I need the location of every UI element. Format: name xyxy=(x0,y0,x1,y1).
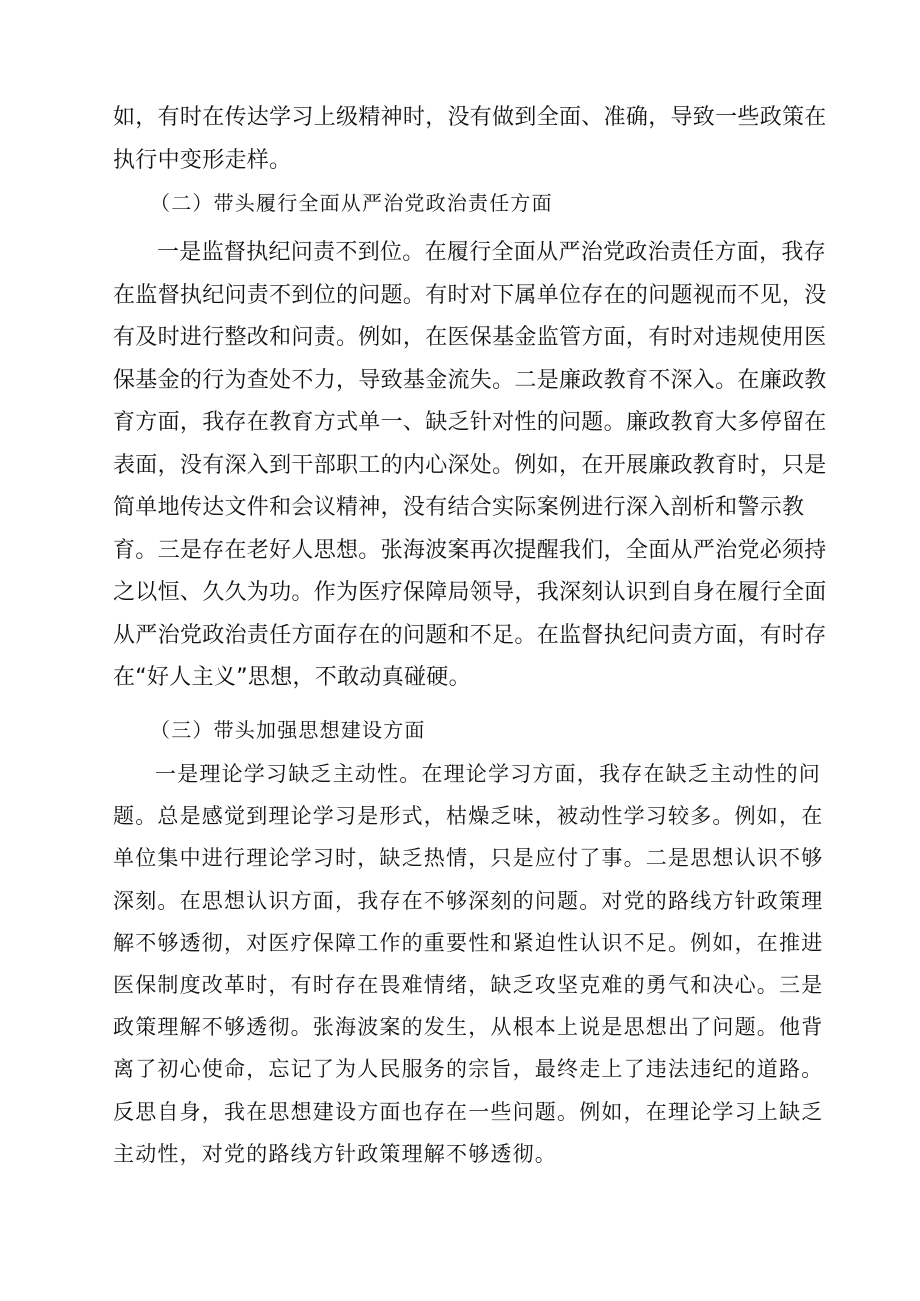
continuation-paragraph: 如，有时在传达学习上级精神时，没有做到全面、准确，导致一些政策在执行中变形走样。 xyxy=(113,105,827,173)
section-three-heading: （三）带头加强思想建设方面 xyxy=(150,718,426,742)
section-three-paragraph: 一是理论学习缺乏主动性。在理论学习方面，我存在缺乏主动性的问题。总是感觉到理论学习是形式，枯燥乏味，被动性学习较多。例如，在单位集中进行理论学习时，缺乏热情，只是应付了事。二是思想认识不够深刻。在思想认识方面，我存在不够深刻的问题。对党的路线方针政策理解不够透彻，对医疗保障工作的重要性和紧迫性认识不足。例如，在推进医保制度改革时，有时存在畏难情绪，缺乏攻坚克难的勇气和决心。三是政策理解不够透彻。张海波案的发生，从根本上说是思想出了问题。他背离了初心使命，忘记了为人民服务的宗旨，最终走上了违法违纪的道路。反思自身，我在思想建设方面也存在一些问题。例如，在理论学习上缺乏主动性，对党的路线方针政策理解不够透彻。 xyxy=(113,762,824,1166)
section-two-heading: （二）带头履行全面从严治党政治责任方面 xyxy=(150,191,553,215)
section-two-paragraph: 一是监督执纪问责不到位。在履行全面从严治党政治责任方面，我存在监督执纪问责不到位的问题。有时对下属单位存在的问题视而不见，没有及时进行整改和问责。例如，在医保基金监管方面，有时对违规使用医保基金的行为查处不力，导致基金流失。二是廉政教育不深入。在廉政教育方面，我存在教育方式单一、缺乏针对性的问题。廉政教育大多停留在表面，没有深入到干部职工的内心深处。例如，在开展廉政教育时，只是简单地传达文件和会议精神，没有结合实际案例进行深入剖析和警示教育。三是存在老好人思想。张海波案再次提醒我们，全面从严治党必须持之以恒、久久为功。作为医疗保障局领导，我深刻认识到自身在履行全面从严治党政治责任方面存在的问题和不足。在监督执纪问责方面，有时存在“好人主义”思想，不敢动真碰硬。 xyxy=(113,240,827,690)
